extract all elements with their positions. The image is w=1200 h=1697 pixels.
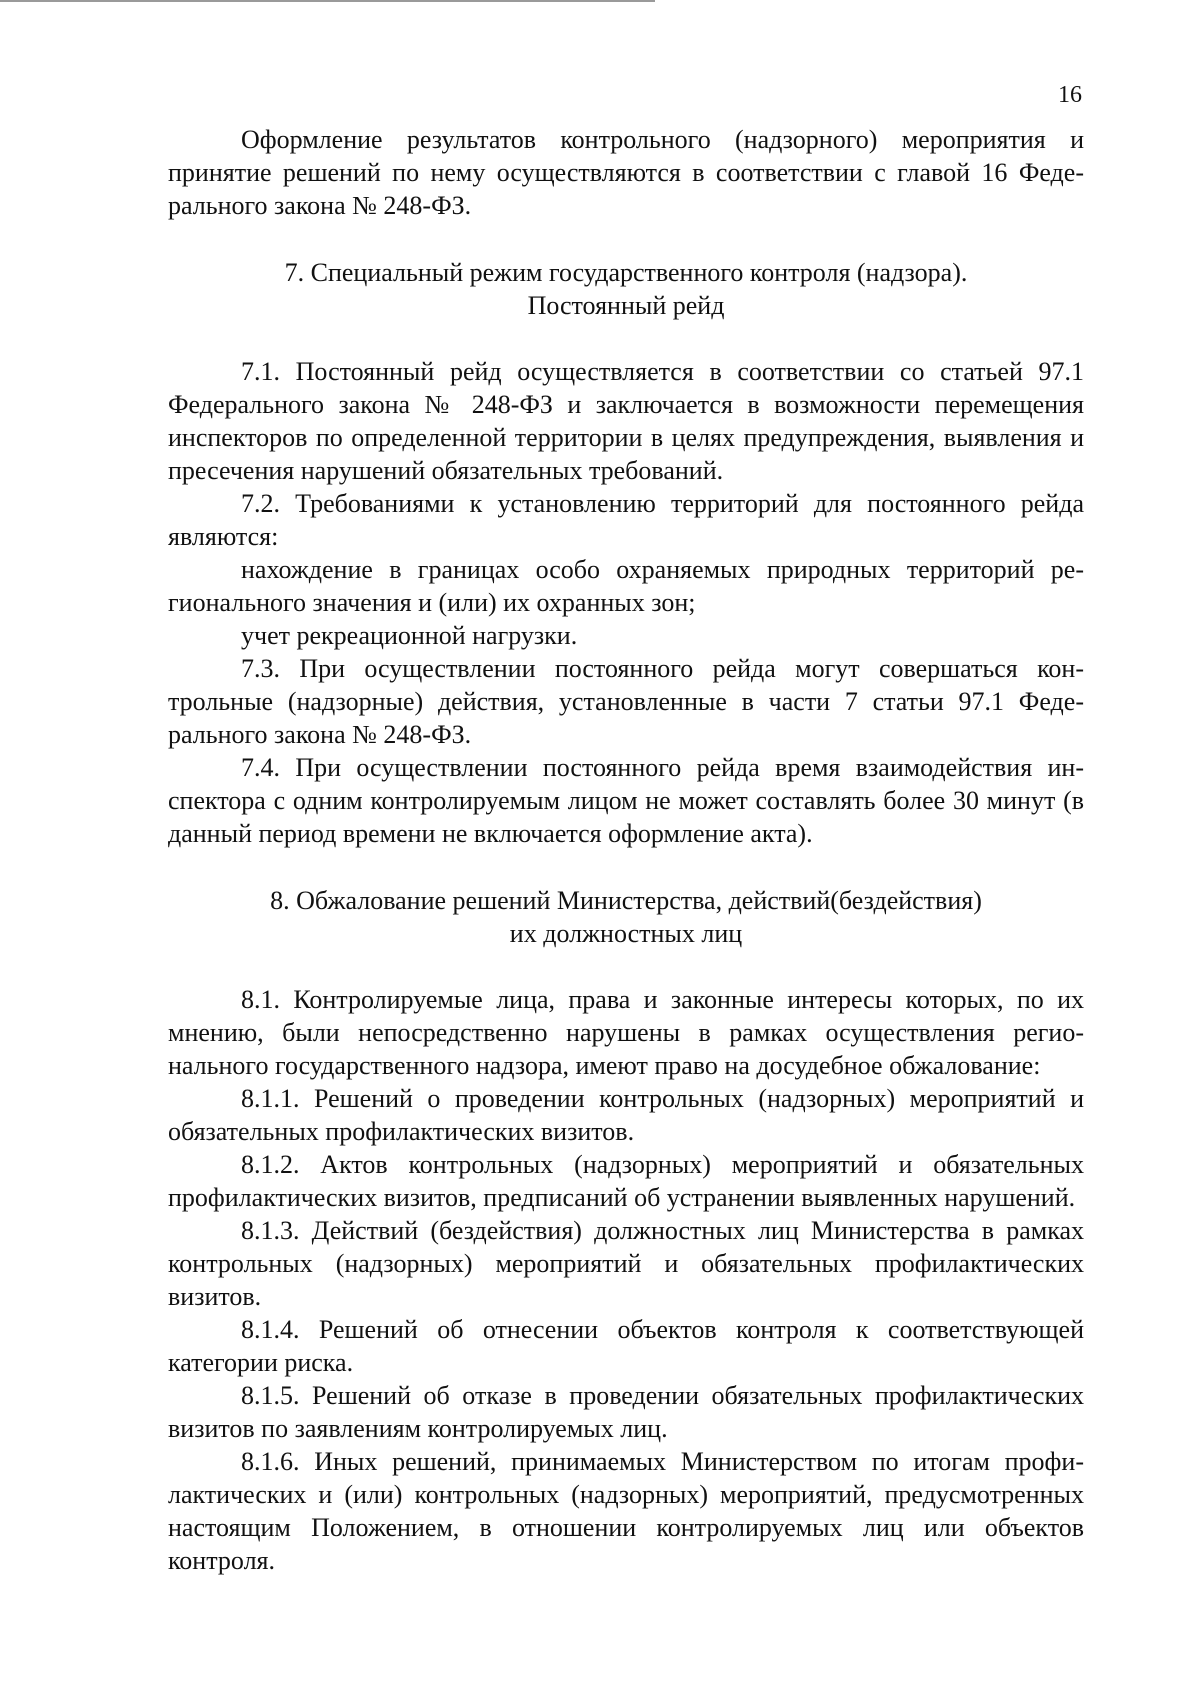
paragraph: Оформление результатов контрольного (надзорного) мероприятия и принятие решений по нему осуществляются в соответствии с главой 16 Федерального закона № 248-ФЗ. (168, 125, 1084, 220)
scan-top-rule (0, 0, 655, 2)
paragraph: 8.1.4. Решений об отнесении объектов контроля к соответствующей категории риска. (168, 1315, 1084, 1377)
paragraph: 8.1.6. Иных решений, принимаемых Министерством по итогам профилактических и (или) контрольных (надзорных) мероприятий, предусмотренных настоящим Положением, в отношении контролируемых лиц или объектов контроля. (168, 1447, 1084, 1575)
paragraph: 8.1.2. Актов контрольных (надзорных) мероприятий и обязательных профилактических визитов, предписаний об устранении выявленных нарушений. (168, 1150, 1084, 1212)
paragraph: 8.1.3. Действий (бездействия) должностных лиц Министерства в рамках контрольных (надзорных) мероприятий и обязательных профилактических визитов. (168, 1216, 1084, 1311)
paragraph: 8.1.1. Решений о проведении контрольных (надзорных) мероприятий и обязательных профилактических визитов. (168, 1084, 1084, 1146)
paragraph: 8.1. Контролируемые лица, права и законные интересы которых, по их мнению, были непосредственно нарушены в рамках осуществления регионального государственного надзора, имеют право на досудебное обжалование: (168, 985, 1084, 1080)
section-heading-7 (168, 256, 1084, 322)
section-heading-line: 8. Обжалование решений Министерства, действий(бездействия) (270, 886, 982, 915)
paragraph: 7.4. При осуществлении постоянного рейда время взаимодействия инспектора с одним контролируемым лицом не может составлять более 30 минут (в данный период времени не включается оформление акта). (168, 753, 1084, 848)
section-heading-line: 7. Специальный режим государственного контроля (надзора). (284, 258, 968, 287)
paragraph: 8.1.5. Решений об отказе в проведении обязательных профилактических визитов по заявлениям контролируемых лиц. (168, 1381, 1084, 1443)
section-heading-line: Постоянный рейд (527, 291, 725, 320)
paragraph: нахождение в границах особо охраняемых природных территорий регионального значения и (или) их охранных зон; (168, 555, 1084, 617)
paragraph: 7.3. При осуществлении постоянного рейда могут совершаться контрольные (надзорные) действия, установленные в части 7 статьи 97.1 Федерального закона № 248-ФЗ. (168, 654, 1084, 749)
paragraph: 7.2. Требованиями к установлению территорий для постоянного рейда являются: (168, 489, 1084, 551)
document-body (168, 123, 1084, 1577)
paragraph: учет рекреационной нагрузки. (241, 621, 578, 650)
page-number: 16 (1058, 82, 1082, 108)
paragraph: 7.1. Постоянный рейд осуществляется в соответствии со статьей 97.1 Федерального закона № 248-ФЗ и заключается в возможности перемещения инспекторов по определенной территории в целях предупреждения, выявления и пресечения нарушений обязательных требований. (168, 357, 1084, 485)
section-heading-8 (168, 884, 1084, 950)
section-heading-line: их должностных лиц (509, 919, 743, 948)
